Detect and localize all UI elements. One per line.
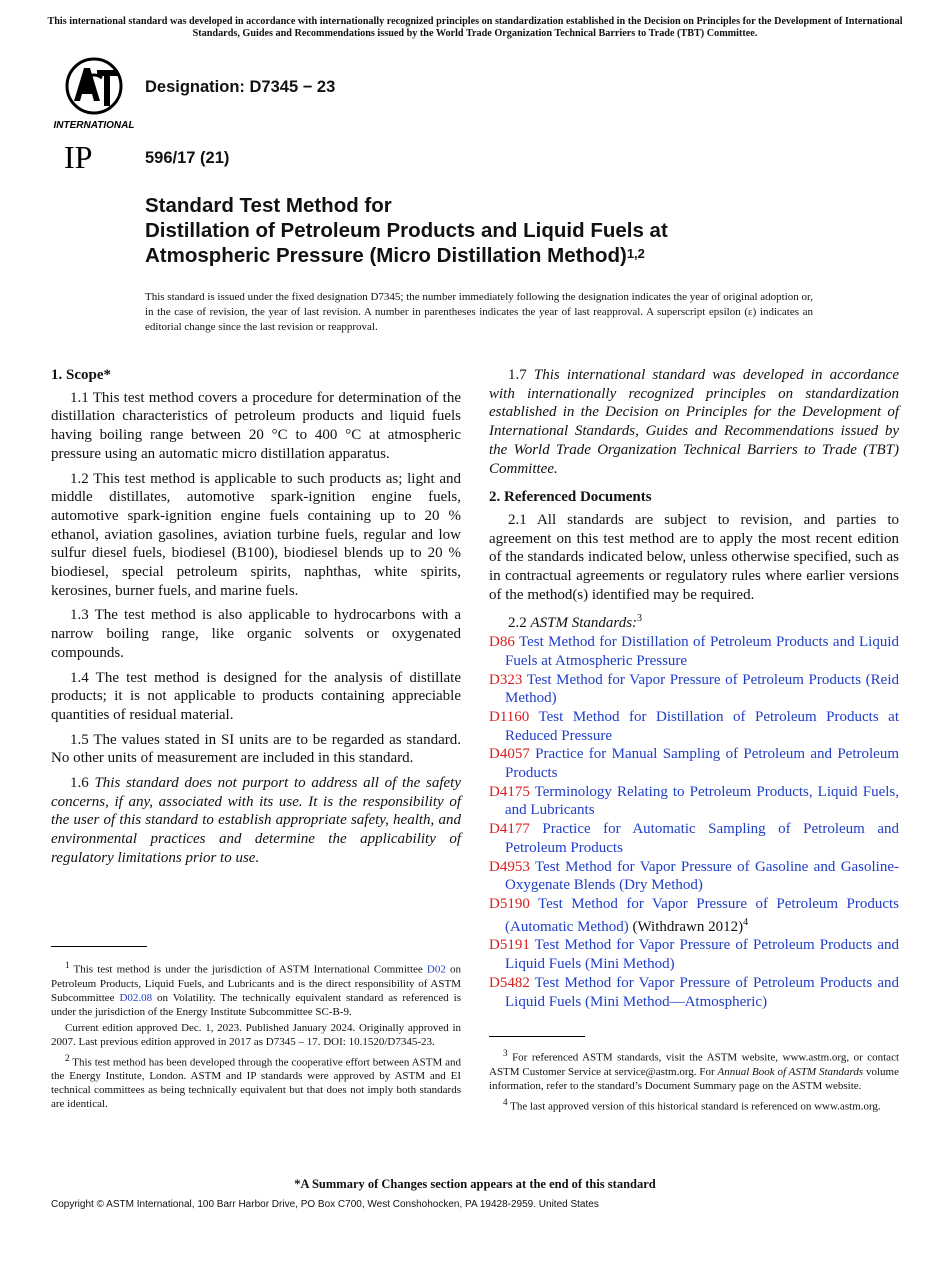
footnote-edition: Current edition approved Dec. 1, 2023. Published January 2024. Originally approved in 2007. Last previous edition approved in 2017 as D7345 – 17. DOI: 10.1520/D7345-23. [51,1021,461,1048]
page-title [145,193,905,268]
footnote-rule-left [51,946,147,947]
standard-code-link[interactable]: D323 [489,671,523,688]
standard-extra: (Withdrawn 2012) [628,918,744,935]
title-line-3-text: Atmospheric Pressure (Micro Distillation Method) [145,244,627,267]
standard-title-link[interactable]: Test Method for Vapor Pressure of Petroleum Products (Automatic Method) [505,895,899,935]
standard-title-link[interactable]: Test Method for Vapor Pressure of Petroleum Products and Liquid Fuels (Mini Method) [505,937,899,973]
standard-ref-d5190 [489,895,899,936]
standard-code-link[interactable]: D5482 [489,974,530,991]
standard-title-link[interactable]: Practice for Manual Sampling of Petroleum and Petroleum Products [505,746,899,782]
title-line-1: Standard Test Method for [145,194,392,217]
para-2-2-sup: 3 [637,613,643,625]
astm-logo [52,56,136,132]
para-2-2 [489,610,899,633]
standard-ref-d86 [489,633,899,670]
footnote-rule-right [489,1036,585,1037]
standard-title-link[interactable]: Test Method for Vapor Pressure of Petroleum Products (Reid Method) [505,671,899,707]
footnote-4-text: The last approved version of this historical standard is referenced on www.astm.org. [510,1100,881,1113]
standard-title-link[interactable]: Test Method for Distillation of Petroleum Products and Liquid Fuels at Atmospheric Pressure [505,634,899,669]
footnote-3-text-b: volume information, refer to the standard’s Document Summary page on the ASTM website. [489,1065,899,1092]
standard-title-link[interactable]: Test Method for Distillation of Petroleum Products at Reduced Pressure [505,708,900,744]
para-1-6-text: This standard does not purport to address all of the safety concerns, if any, associated with its use. It is the responsibility of the user of this standard to establish appropriate safety, health, and environmental practices and determine the applicability of regulatory limitations prior to use. [51,775,462,866]
title-line-3 [145,243,905,268]
para-1-7 [489,366,899,478]
footnote-1-sup: 1 [65,960,70,970]
footnote-1-text-c: on Volatility. The technically equivalent standard as referenced is under the jurisdiction of the Energy Institute Subcommittee SC-B-9. [51,991,461,1018]
para-1-3: 1.3 The test method is also applicable to hydrocarbons with a narrow boiling range, like organic solvents or oxygenated compounds. [51,607,461,661]
footnotes-right [489,1046,899,1115]
para-2-2-label: ASTM Standards: [530,615,638,632]
top-notice: This international standard was developed in accordance with internationally recognized principles on standardization established in the Decision on Principles for the Development of International Standards, Guides and Recommendations issued by the World Trade Organization Technical Barriers to Trade (TBT) Committee. [47,16,903,39]
standard-code-link[interactable]: D4057 [489,746,530,763]
standard-extra-sup: 4 [743,916,749,928]
standard-title-link[interactable]: Test Method for Vapor Pressure of Petroleum Products and Liquid Fuels (Mini Method—Atmospheric) [505,974,899,1010]
standard-ref-d4953 [489,858,899,895]
standard-code-link[interactable]: D1160 [489,708,530,725]
para-1-6 [51,774,461,868]
footnote-2-text: This test method has been developed through the cooperative effort between ASTM and the Energy Institute, London. ASTM and IP standards were approved by ASTM and EI technical committees as being technically equivalent but that does not imply both standards are identical. [51,1056,461,1111]
designation: Designation: D7345 − 23 [145,78,336,96]
para-1-5: 1.5 The values stated in SI units are to be regarded as standard. No other units of measurement are included in this standard. [51,731,461,767]
standard-ref-d4057 [489,745,899,782]
footnote-1-text-b: on Petroleum Products, Liquid Fuels, and Lubricants and is the direct responsibility of ASTM Subcommittee [51,963,462,1004]
title-superscript: 1,2 [626,246,645,261]
right-column [489,366,899,1011]
standard-code-link[interactable]: D4177 [489,821,530,838]
para-1-6-num: 1.6 [70,775,89,792]
committee-d02-link[interactable]: D02 [426,963,446,976]
referenced-heading: 2. Referenced Documents [489,489,652,506]
standard-ref-d4177 [489,820,899,857]
footnotes-left [51,958,461,1113]
para-1-4: 1.4 The test method is designed for the analysis of distillate products; it is not applicable to products containing appreciable quantities of residual material. [51,669,461,723]
para-1-2: 1.2 This test method is applicable to such products as; light and middle distillates, automotive spark-ignition engine fuels, automotive spark-ignition engine fuels containing up to 20 % ethanol, aviation gasolines, aviation turbine fuels, regular and low sulfur diesel fuels, biodiesel (B100), biodiesel blends up to 20 % biodiesel, special petroleum spirits, naphthas, white spirits, kerosines, burner fuels, and marine fuels. [51,470,461,599]
standard-code-link[interactable]: D4175 [489,783,530,800]
title-line-2: Distillation of Petroleum Products and Liquid Fuels at [145,219,668,242]
para-1-1: 1.1 This test method covers a procedure for determination of the distillation characteristics of petroleum products and liquid fuels having boiling range between 20 °C to 400 °C at atmospheric pressure using an automatic micro distillation apparatus. [51,389,461,462]
standard-ref-d323 [489,671,899,708]
para-2-2-num: 2.2 [508,615,527,632]
footnote-3-sup: 3 [503,1048,508,1058]
astm-logo-text: INTERNATIONAL [53,120,135,131]
standard-ref-d5191 [489,936,899,973]
scope-heading: 1. Scope* [51,367,111,383]
standard-ref-d5482 [489,974,899,1011]
footnote-3 [489,1046,899,1093]
footnote-1-text-a: This test method is under the jurisdiction of ASTM International Committee [73,963,427,976]
para-2-1: 2.1 All standards are subject to revision, and parties to agreement on this test method are to apply the most recent edition of the standards indicated below, unless otherwise specified, such as in contractual agreements or regulatory rules where earlier versions of the method(s) identified may be required. [489,511,899,603]
standard-title-link[interactable]: Practice for Automatic Sampling of Petroleum and Petroleum Products [505,821,899,856]
para-1-7-num: 1.7 [508,367,527,383]
copyright: Copyright © ASTM International, 100 Barr Harbor Drive, PO Box C700, West Conshohocken, PA 19428-2959. United States [51,1199,599,1210]
summary-note: *A Summary of Changes section appears at the end of this standard [294,1177,656,1191]
ip-number: 596/17 (21) [145,149,230,167]
ip-logo-text: IP [64,139,93,172]
standard-title-link[interactable]: Test Method for Vapor Pressure of Gasoline and Gasoline-Oxygenate Blends (Dry Method) [505,858,900,894]
standard-title-link[interactable]: Terminology Relating to Petroleum Products, Liquid Fuels, and Lubricants [505,783,900,819]
footnote-3-text-a: For referenced ASTM standards, visit the ASTM website, www.astm.org, or contact ASTM Customer Service at service@astm.org. For [489,1051,900,1078]
standard-code-link[interactable]: D5190 [489,895,530,912]
footnote-4 [489,1095,899,1114]
left-column [51,366,461,874]
ip-logo [62,138,106,172]
standard-code-link[interactable]: D5191 [489,937,530,954]
footnote-2-sup: 2 [65,1052,70,1063]
footnote-2 [51,1051,461,1112]
standard-code-link[interactable]: D86 [489,634,515,651]
issued-note: This standard is issued under the fixed designation D7345; the number immediately following the designation indicates the year of original adoption or, in the case of revision, the year of last revision. A number in parentheses indicates the year of last reapproval. A superscript epsilon (ε) indicates an editorial change since the last revision or reapproval. [145,291,813,333]
standards-list [489,633,899,1011]
footnote-4-sup: 4 [503,1096,508,1107]
subcommittee-d0208-link[interactable]: D02.08 [119,991,153,1004]
footnote-3-italic: Annual Book of ASTM Standards [717,1065,864,1078]
para-1-7-text: This international standard was developed in accordance with internationally recognized principles on standardization established in the Decision on Principles for the Development of International Standards, Guides and Recommendations issued by the World Trade Organization Technical Barriers to Trade (TBT) Committee. [489,367,900,477]
standard-code-link[interactable]: D4953 [489,858,530,875]
standard-ref-d1160 [489,708,899,745]
standard-ref-d4175 [489,783,899,820]
footnote-1 [51,958,461,1019]
